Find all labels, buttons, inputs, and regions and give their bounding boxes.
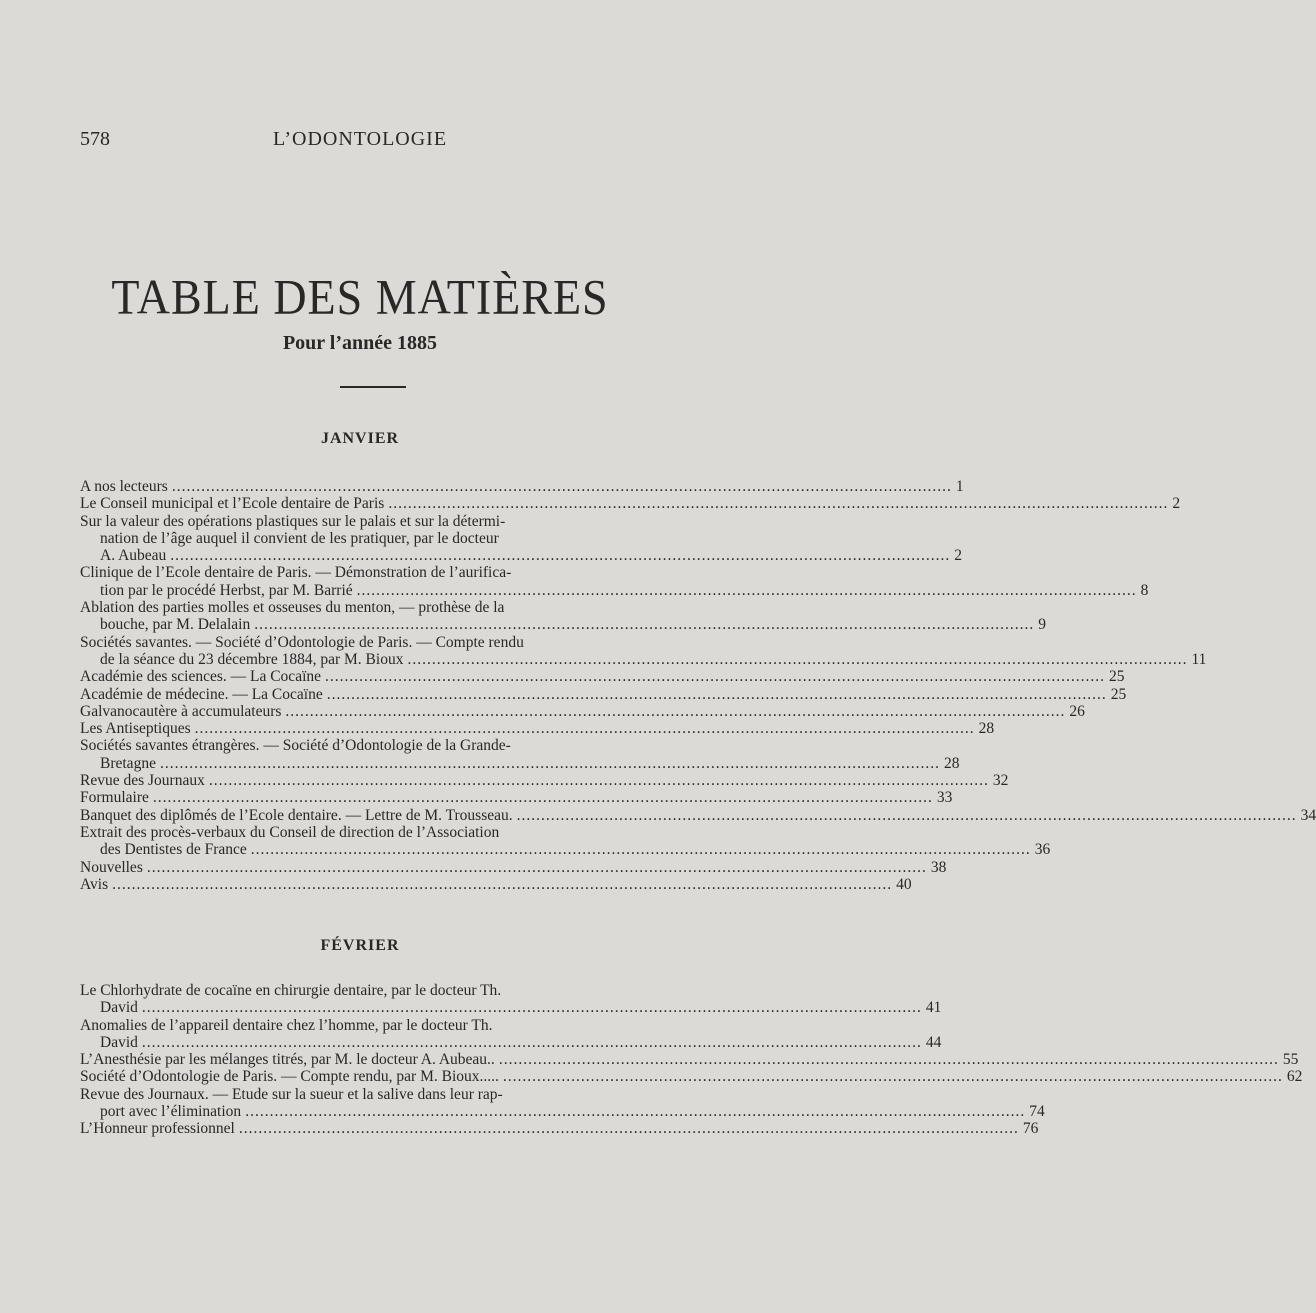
toc-entry-line: Sociétés savantes étrangères. — Société d’Odontologie de la Grande- [80, 737, 511, 755]
toc-list-fevrier [80, 982, 1303, 1138]
toc-entry-text [80, 668, 1109, 685]
toc-entry-text [80, 772, 993, 789]
toc-entry-line: port avec l’élimination [100, 1103, 242, 1121]
toc-entry-line: A. Aubeau [100, 547, 167, 565]
dot-leader [153, 789, 933, 806]
toc-entry-text [80, 737, 944, 772]
toc-entry [80, 512, 963, 565]
dot-leader [170, 547, 950, 564]
toc-entry [80, 982, 942, 1017]
toc-entry [80, 823, 1051, 859]
toc-entry [80, 1085, 1045, 1121]
toc-entry-text [80, 720, 979, 737]
section-heading-janvier: JANVIER [320, 430, 400, 447]
dot-leader [112, 876, 892, 893]
toc-entry [80, 772, 1009, 790]
dot-leader [517, 807, 1297, 824]
toc-entry-line: Avis [80, 875, 109, 893]
toc-entry-page: 8 [1140, 581, 1149, 599]
dot-leader [357, 582, 1137, 599]
toc-entry-page: 33 [936, 789, 953, 807]
dot-leader [503, 1068, 1283, 1085]
toc-entry-line: Sur la valeur des opérations plastiques sur le palais et sur la détermi- [80, 512, 506, 530]
toc-entry-line: Revue des Journaux [80, 772, 205, 790]
toc-entry-text [80, 789, 937, 806]
toc-entry-page: 2 [1172, 495, 1181, 513]
dot-leader [160, 755, 940, 772]
toc-entry-page: 44 [925, 1033, 942, 1051]
page-number: 578 [80, 128, 110, 150]
toc-entry-line: Ablation des parties molles et osseuses du menton, — prothèse de la [80, 599, 505, 617]
toc-entry-page: 28 [943, 754, 960, 772]
running-head [80, 128, 640, 152]
toc-entry-page: 62 [1286, 1068, 1303, 1086]
toc-entry [80, 599, 1046, 634]
toc-entry-line: des Dentistes de France [100, 841, 247, 859]
toc-entry-text [80, 1068, 1287, 1085]
toc-entry-page: 11 [1191, 650, 1207, 668]
dot-leader [147, 859, 927, 876]
dot-leader [499, 1051, 1279, 1068]
toc-entry-line: Le Conseil municipal et l’Ecole dentaire de Paris [80, 495, 385, 513]
dot-leader [172, 478, 952, 495]
title-rule [340, 386, 406, 388]
toc-entry [80, 685, 1127, 703]
toc-entry [80, 858, 947, 876]
toc-entry-line: de la séance du 23 décembre 1884, par M. Bioux [100, 650, 404, 668]
toc-entry-page: 9 [1038, 616, 1046, 634]
toc-entry [80, 806, 1316, 824]
toc-entry-line: Académie des sciences. — La Cocaïne [80, 668, 322, 686]
toc-entry-line: Extrait des procès-verbaux du Conseil de direction de l’Association [80, 823, 500, 841]
dot-leader [209, 772, 989, 789]
toc-list-janvier [80, 478, 1316, 893]
dot-leader [254, 616, 1034, 633]
toc-entry [80, 495, 1181, 513]
toc-entry-line: Galvanocautère à accumulateurs [80, 702, 282, 720]
toc-entry [80, 668, 1125, 686]
toc-entry-text [80, 1120, 1023, 1137]
toc-entry-page: 36 [1034, 841, 1051, 859]
dot-leader [407, 651, 1187, 668]
toc-entry-line: Revue des Journaux. — Etude sur la sueur et la salive dans leur rap- [80, 1085, 503, 1103]
toc-entry-line: bouche, par M. Delalain [100, 616, 251, 634]
toc-entry-text [80, 807, 1301, 824]
toc-entry-text [80, 1086, 1029, 1121]
toc-entry-line: Sociétés savantes. — Société d’Odontologie de Paris. — Compte rendu [80, 633, 524, 651]
toc-entry [80, 1068, 1303, 1086]
toc-entry-line: Nouvelles [80, 858, 143, 876]
toc-entry-text [80, 859, 931, 876]
toc-entry [80, 1016, 942, 1052]
toc-entry-page: 1 [955, 478, 964, 495]
toc-entry [80, 875, 912, 893]
toc-entry-text [80, 513, 954, 565]
toc-entry-text [80, 1051, 1283, 1068]
toc-entry [80, 789, 953, 807]
dot-leader [285, 703, 1065, 720]
toc-entry-line: Clinique de l’Ecole dentaire de Paris. — Démonstration de l’aurifica- [80, 564, 512, 582]
running-title: L’ODONTOLOGIE [272, 128, 448, 150]
toc-entry-text [80, 599, 1038, 634]
toc-entry-text [80, 982, 926, 1017]
toc-entry-page: 38 [930, 858, 947, 876]
toc-entry-line: Formulaire [80, 789, 149, 807]
main-title: TABLE DES MATIÈRES [111, 269, 609, 325]
dot-leader [325, 668, 1105, 685]
toc-entry-line: Anomalies de l’appareil dentaire chez l’homme, par le docteur Th. [80, 1016, 493, 1034]
toc-entry-text [80, 564, 1141, 599]
toc-entry-line: Bretagne [100, 754, 156, 772]
toc-entry-page: 34 [1300, 806, 1316, 824]
toc-entry-text [80, 824, 1035, 859]
toc-entry-line: A nos lecteurs [80, 478, 168, 495]
toc-entry-line: Le Chlorhydrate de cocaïne en chirurgie dentaire, par le docteur Th. [80, 982, 502, 999]
toc-entry-line: David [100, 1033, 138, 1051]
toc-entry-line: nation de l’âge auquel il convient de les pratiquer, par le docteur [100, 529, 499, 547]
toc-entry-page: 25 [1109, 668, 1125, 686]
toc-entry-page: 55 [1282, 1051, 1299, 1069]
dot-leader [245, 1103, 1025, 1120]
toc-entry-line: tion par le procédé Herbst, par M. Barrié [100, 581, 353, 599]
toc-entry-page: 26 [1069, 702, 1085, 720]
toc-entry-page: 25 [1110, 685, 1127, 703]
dot-leader [251, 841, 1031, 858]
toc-entry-line: David [100, 999, 138, 1017]
toc-entry-text [80, 686, 1111, 703]
toc-entry-text [80, 478, 956, 495]
toc-entry-page: 28 [978, 720, 995, 738]
toc-entry-page: 32 [992, 772, 1009, 790]
dot-leader [195, 720, 975, 737]
subtitle: Pour l’année 1885 [282, 332, 438, 354]
toc-entry [80, 720, 995, 738]
toc-entry-line: Société d’Odontologie de Paris. — Compte rendu, par M. Bioux..... [80, 1068, 499, 1086]
toc-entry [80, 1051, 1299, 1069]
toc-entry-line: L’Anesthésie par les mélanges titrés, par M. le docteur A. Aubeau.. [80, 1051, 495, 1069]
dot-leader [327, 686, 1107, 703]
toc-entry [80, 633, 1207, 669]
dot-leader [239, 1120, 1019, 1137]
toc-entry [80, 1120, 1039, 1138]
toc-entry-line: Académie de médecine. — La Cocaïne [80, 685, 323, 703]
toc-entry-line: L’Honneur professionnel [80, 1120, 235, 1138]
toc-entry-page: 41 [925, 999, 942, 1017]
toc-entry [80, 564, 1149, 599]
toc-entry-text [80, 876, 896, 893]
toc-entry-text [80, 703, 1069, 720]
toc-entry [80, 478, 964, 495]
toc-entry-page: 40 [896, 875, 912, 893]
toc-entry-text [80, 495, 1172, 512]
toc-entry-page: 74 [1029, 1103, 1045, 1121]
dot-leader [142, 1034, 922, 1051]
dot-leader [388, 495, 1168, 512]
toc-entry-line: Les Antiseptiques [80, 720, 191, 738]
toc-entry-page: 76 [1022, 1120, 1039, 1138]
toc-entry-line: Banquet des diplômés de l’Ecole dentaire. — Lettre de M. Trousseau. [80, 806, 513, 824]
toc-entry [80, 737, 960, 772]
toc-entry-page: 2 [954, 547, 963, 565]
section-heading-fevrier: FÉVRIER [320, 937, 400, 954]
toc-entry-text [80, 634, 1191, 669]
toc-entry-text [80, 1017, 926, 1052]
dot-leader [142, 999, 922, 1016]
toc-entry [80, 702, 1085, 720]
